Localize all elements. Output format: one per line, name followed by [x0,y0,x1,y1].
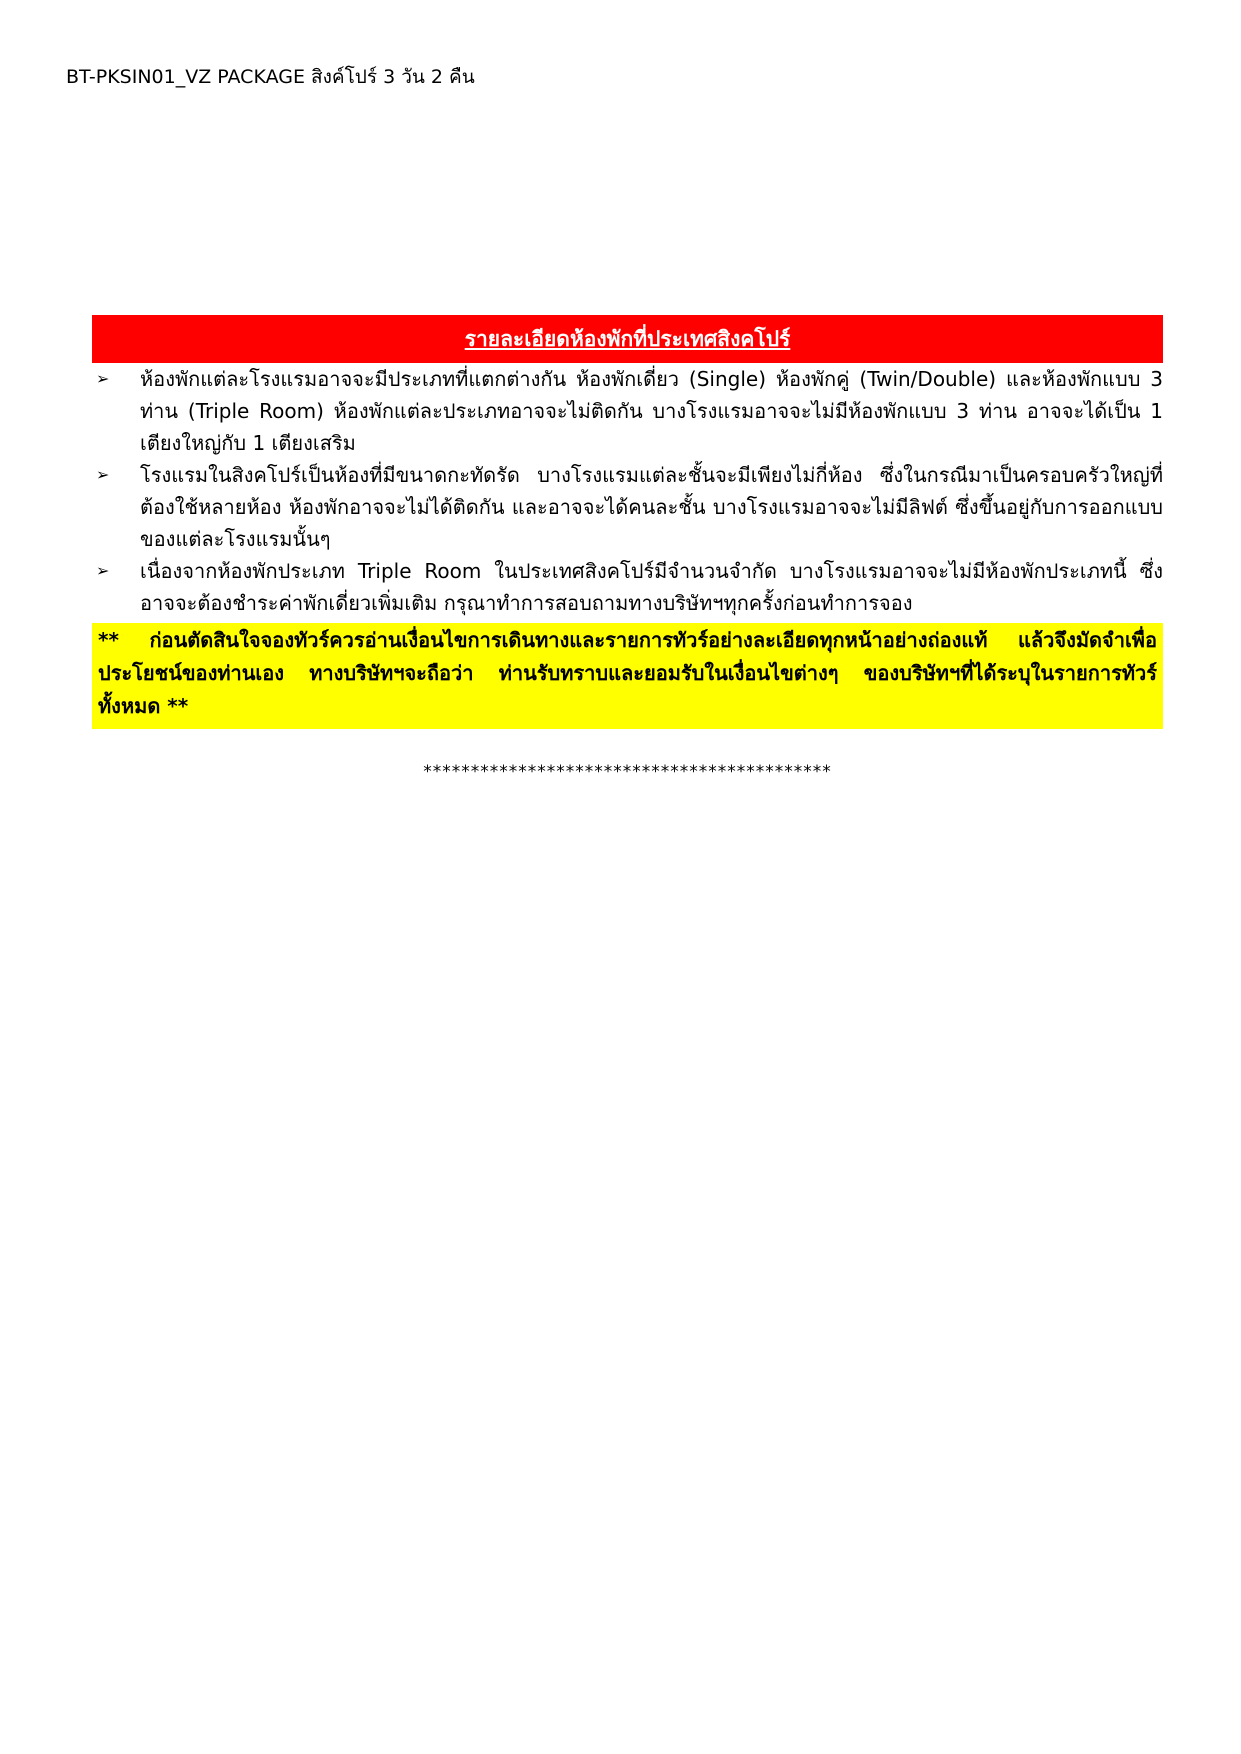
room-note-text: โรงแรมในสิงคโปร์เป็นห้องที่มีขนาดกะทัดรัด บางโรงแรมแต่ละชั้นจะมีเพียงไม่กี่ห้อง ซึ่งในกรณีมาเป็นครอบครัวใหญ่ที่ต้องใช้หลายห้อง ห้องพักอาจจะไม่ได้ติดกัน และอาจจะได้คนละชั้น บางโรงแรมอาจจะไม่มีลิฟต์ ซึ่งขึ้นอยู่กับการออกแบบของแต่ละโรงแรมนั้นๆ [140,463,1163,551]
room-note [92,363,1163,459]
room-notes-list [92,363,1163,619]
arrow-bullet-icon: ➢ [96,465,110,484]
room-note-text: เนื่องจากห้องพักประเภท Triple Room ในประเทศสิงคโปร์มีจำนวนจำกัด บางโรงแรมอาจจะไม่มีห้องพักประเภทนี้ ซึ่งอาจจะต้องชำระค่าพักเดี่ยวเพิ่มเติม กรุณาทำการสอบถามทางบริษัทฯทุกครั้งก่อนทำการจอง [140,559,1163,615]
room-note-text: ห้องพักแต่ละโรงแรมอาจจะมีประเภทที่แตกต่างกัน ห้องพักเดี่ยว (Single) ห้องพักคู่ (Twin/Double) และห้องพักแบบ 3 ท่าน (Triple Room) ห้องพักแต่ละประเภทอาจจะไม่ติดกัน บางโรงแรมอาจจะไม่มีห้องพักแบบ 3 ท่าน อาจจะได้เป็น 1 เตียงใหญ่กับ 1 เตียงเสริม [140,367,1163,455]
arrow-bullet-icon: ➢ [96,369,110,388]
room-note [92,555,1163,619]
room-note [92,459,1163,555]
asterisk-divider: ******************************************* [423,762,832,782]
booking-warning: ** ก่อนตัดสินใจจองทัวร์ควรอ่านเงื่อนไขการเดินทางและรายการทัวร์อย่างละเอียดทุกหน้าอย่างถ่องแท้ แล้วจึงมัดจำเพื่อประโยชน์ของท่านเอง ทางบริษัทฯจะถือว่า ท่านรับทราบและยอมรับในเงื่อนไขต่างๆ ของบริษัทฯที่ได้ระบุในรายการทัวร์ทั้งหมด ** [92,623,1163,729]
section-title-bar [92,315,1163,363]
arrow-bullet-icon: ➢ [96,561,110,580]
section-title: รายละเอียดห้องพักที่ประเทศสิงคโปร์ [464,327,791,351]
room-details-section [92,315,1163,783]
document-header: BT-PKSIN01_VZ PACKAGE สิงค์โปร์ 3 วัน 2 คืน [66,66,475,88]
